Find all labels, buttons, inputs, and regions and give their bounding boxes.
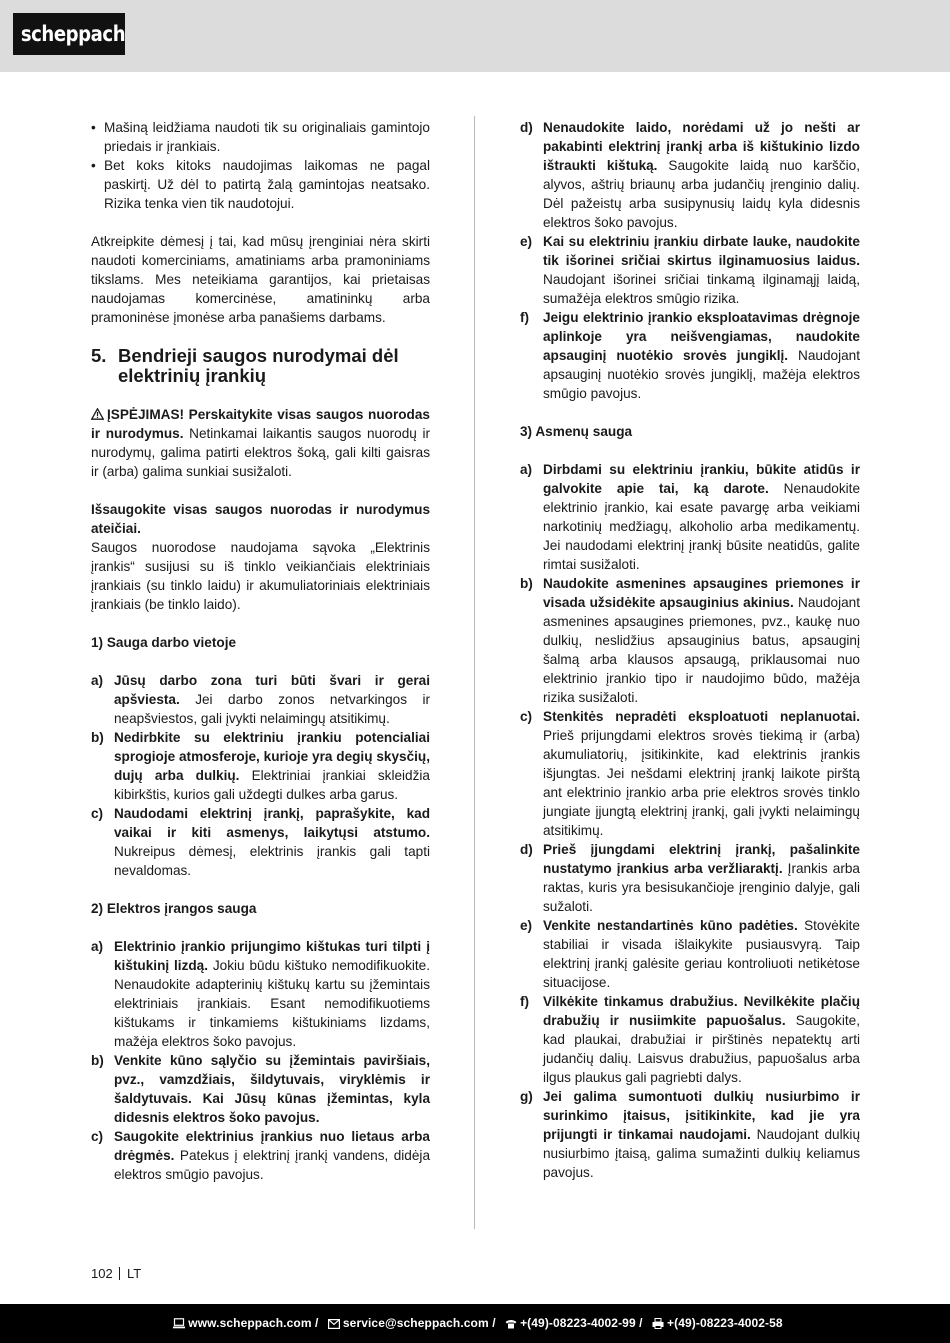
- subsection-heading: 1) Sauga darbo vietoje: [91, 635, 237, 650]
- left-column: [91, 118, 430, 1184]
- item-text: Elektriniai įrankiai skleidžia kibirkštis, kurios gali uždegti dulkes arba garus.: [114, 768, 430, 802]
- item-text: Įrankis arba raktas, kuris yra besisukančioje įrenginio dalyje, gali sužaloti.: [543, 861, 860, 914]
- item-text: Jokiu būdu kištuko nemodifikuokite. Nenaudokite adapterinių kištukų kartu su įžemintais elektriniais įrankiais. Esant nemodifikuotiems kištukams ir tinkamiems kištukiniams lizdams, mažėja elektros šoko pavojus.: [114, 958, 430, 1049]
- list-item: [520, 574, 860, 707]
- section-title: Bendrieji saugos nurodymai dėl elektrinių įrankių: [118, 345, 399, 386]
- column-divider: [474, 116, 475, 1229]
- list-item: [520, 707, 860, 840]
- list-item: [520, 232, 860, 308]
- item-letter: c): [91, 806, 104, 821]
- fax-icon: [652, 1318, 664, 1329]
- email-icon: [328, 1319, 340, 1329]
- keep-text: Saugos nuorodose naudojama sąvoka „Elektrinis įrankis“ susijusi su iš tinklo veikiančiais elektriniais įrankiais (su tinklo laidu) ir akumuliatoriniais elektriniais įrankiais (be tinklo laido).: [91, 540, 430, 612]
- section-heading: [91, 346, 430, 386]
- list-item: [520, 460, 860, 574]
- item-bold: Naudokite asmenines apsaugines priemones ir visada užsidėkite apsauginius akinius.: [543, 576, 860, 610]
- keep-bold: Išsaugokite visas saugos nuorodas ir nurodymus ateičiai.: [91, 502, 430, 536]
- item-bold: Jūsų darbo zona turi būti švari ir gerai apšviesta.: [114, 673, 430, 707]
- item-letter: d): [520, 842, 533, 857]
- phone-number: +(49)-08223-4002-99 /: [520, 1316, 643, 1330]
- item-bold: Naudodami elektrinį įrankį, paprašykite, kad vaikai ir kiti asmenys, laikytųsi atstumo.: [114, 806, 430, 840]
- language-code: LT: [126, 1266, 142, 1281]
- item-text: Stovėkite stabiliai ir visada išlaikykite pusiausvyrą. Taip elektrinį įrankį galėsite geriau kontroliuoti netikėtose situacijose.: [543, 918, 860, 990]
- item-text: Naudojant asmenines apsaugines priemones, pvz., kaukę nuo dulkių, neslidžius apsauginius batus, apsauginį šalmą arba klausos apsaugą, priklausomai nuo elektrinio įrankio tipo ir naudojimo būdo, mažėja rizika susižaloti.: [543, 595, 860, 705]
- item-letter: e): [520, 234, 533, 249]
- list-item: [520, 840, 860, 916]
- bullet-text: Bet koks kitoks naudojimas laikomas ne pagal paskirtį. Už dėl to patirtą žalą gamintojas neatsako. Rizika tenka vien tik naudotojui.: [104, 158, 430, 211]
- bullet-marker: •: [91, 158, 96, 173]
- intro-paragraph: Atkreipkite dėmesį į tai, kad mūsų įrenginiai nėra skirti naudoti komerciniams, amatiniams arba pramoniniams tikslams. Mes neteikiama garantijos, kai prietaisas naudojamas komercinėse, amatininkų arba pramoninėse įmonėse arba panašiems darbams.: [91, 234, 430, 325]
- list-item: [91, 804, 430, 880]
- computer-icon: [173, 1318, 185, 1329]
- item-letter: e): [520, 918, 533, 933]
- item-letter: b): [520, 576, 533, 591]
- item-text: Naudojant išorinei sričiai tinkamą ilginamąjį laidą, sumažėja elektros smūgio rizika.: [543, 272, 860, 306]
- logo-text: scheppach: [20, 22, 126, 46]
- separator: [119, 1267, 120, 1280]
- item-letter: a): [520, 462, 533, 477]
- section-number: 5.: [91, 345, 107, 366]
- right-column: [520, 118, 860, 1182]
- item-text: Saugokite, kad plaukai, drabužiai ir pirštinės nepatektų arti judančių dalių. Laisvus drabužius, papuošalus arba ilgus plaukus gali pagriebti dalys.: [543, 1013, 860, 1085]
- item-text: Nenaudokite elektrinio įrankio, kai esate pavargę arba veikiami narkotinių medžiagų, alkoholio arba medikamentų. Jei naudodami elektrinį įrankį būsite neatidūs, galite rimtai susižaloti.: [543, 481, 861, 572]
- item-bold: Saugokite elektrinius įrankius nuo lietaus arba drėgmės.: [114, 1129, 430, 1163]
- item-text: Prieš prijungdami elektros srovės tiekimą ir (arba) akumuliatorių, įsitikinkite, kad elektrinis įrankis išjungtas. Jei nešdami elektrinį įrankį laikote pirštą ant elektrinio įrankio arba prie elektros srovės tinklo jungiate įjungtą elektrinį įrankį, gali įvykti nelaimingų atsitikimų.: [543, 728, 860, 838]
- list-item: [520, 1087, 860, 1182]
- item-bold: Kai su elektriniu įrankiu dirbate lauke, naudokite tik išorinei sričiai skirtus ilginamuosius laidus.: [543, 234, 860, 268]
- item-letter: b): [91, 730, 104, 745]
- subsection-heading: 3) Asmenų sauga: [520, 424, 633, 439]
- footer-bar: [0, 1304, 950, 1343]
- scheppach-logo[interactable]: [13, 13, 125, 55]
- item-bold: Vilkėkite tinkamus drabužius. Nevilkėkite plačių drabužių ir nusiimkite papuošalus.: [543, 994, 860, 1028]
- item-bold: Dirbdami su elektriniu įrankiu, būkite atidūs ir galvokite apie tai, ką darote.: [543, 462, 860, 496]
- item-bold: Nedirbkite su elektriniu įrankiu potencialiai sprogioje atmosferoje, kurioje yra degių skysčių, dujų arba dulkių.: [114, 730, 430, 783]
- item-bold: Jeigu elektrinio įrankio eksploatavimas drėgnoje aplinkoje yra neišvengiamas, naudokite apsauginį nuotėkio srovės jungiklį.: [543, 310, 860, 363]
- item-letter: f): [520, 310, 530, 325]
- bullet-item: [91, 156, 430, 213]
- warning-paragraph: [91, 405, 430, 481]
- fax-number: +(49)-08223-4002-58: [667, 1316, 783, 1330]
- item-bold: Prieš įjungdami elektrinį įrankį, pašalinkite nustatymo įrankius arba veržliaraktį.: [543, 842, 860, 876]
- item-text: Patekus į elektrinį įrankį vandens, didėja elektros smūgio pavojus.: [114, 1148, 430, 1182]
- item-bold: Venkite kūno sąlyčio su įžemintais paviršiais, pvz., vamzdžiais, šildytuvais, viryklėmis ir šaldytuvais. Kai Jūsų kūnas įžemintas, kyla didesnis elektros šoko pavojus.: [114, 1053, 430, 1125]
- item-letter: c): [91, 1129, 104, 1144]
- list-item: [91, 937, 430, 1051]
- list-item: [91, 671, 430, 728]
- bullet-text: Mašiną leidžiama naudoti tik su originaliais gamintojo priedais ir įrankiais.: [104, 120, 430, 154]
- footer-contacts: [0, 1304, 950, 1343]
- list-item: [520, 308, 860, 403]
- item-text: Nukreipus dėmesį, elektrinis įrankis gali tapti nevaldomas.: [114, 844, 430, 878]
- item-bold: Elektrinio įrankio prijungimo kištukas turi tilpti į kištukinį lizdą.: [114, 939, 430, 973]
- item-bold: Jei galima sumontuoti dulkių nusiurbimo ir surinkimo įtaisus, įsitikinkite, kad jie yra prijungti ir tinkamai naudojami.: [543, 1089, 860, 1142]
- page-number-value: 102: [91, 1266, 113, 1281]
- email-link[interactable]: service@scheppach.com /: [342, 1316, 496, 1330]
- item-letter: c): [520, 709, 533, 724]
- list-item: [520, 118, 860, 232]
- item-bold: Stenkitės nepradėti eksploatuoti neplanuotai.: [543, 709, 860, 724]
- list-item: [91, 728, 430, 804]
- keep-paragraph: [91, 500, 430, 538]
- page-number: [91, 1266, 141, 1281]
- header-bar: [0, 0, 950, 72]
- item-letter: b): [91, 1053, 104, 1068]
- item-letter: g): [520, 1089, 533, 1104]
- phone-icon: [505, 1319, 517, 1329]
- item-text: Naudojant dulkių nusiurbimo įtaisą, galima sumažinti dulkių keliamus pavojus.: [543, 1127, 861, 1180]
- item-text: Jei darbo zonos netvarkingos ir neapšviestos, gali įvykti nelaimingų atsitikimų.: [114, 692, 430, 726]
- item-letter: a): [91, 939, 104, 954]
- website-link[interactable]: www.scheppach.com /: [188, 1316, 319, 1330]
- list-item: [91, 1051, 430, 1127]
- warning-triangle-icon: [91, 408, 104, 420]
- list-item: [91, 1127, 430, 1184]
- item-letter: d): [520, 120, 533, 135]
- list-item: [520, 916, 860, 992]
- warning-text: Netinkamai laikantis saugos nuorodų ir nurodymų, galima patirti elektros šoką, gali kilti gaisras ir (arba) galima sunkiai susižaloti.: [91, 426, 431, 479]
- bullet-marker: •: [91, 120, 96, 135]
- warning-bold: ĮSPĖJIMAS! Perskaitykite visas saugos nuorodas ir nurodymus.: [91, 407, 430, 441]
- item-bold: Nenaudokite laido, norėdami už jo nešti ar pakabinti elektrinį įrankį arba iš kištukinio lizdo ištraukti kištuką.: [543, 120, 860, 173]
- item-letter: f): [520, 994, 530, 1009]
- item-letter: a): [91, 673, 104, 688]
- item-text: Saugokite laidą nuo karščio, alyvos, aštrių briaunų arba judančių įrenginio dalių. Dėl pažeistų arba susipynusių laidų kyla didesnis elektros šoko pavojus.: [543, 158, 860, 230]
- list-item: [520, 992, 860, 1087]
- subsection-heading: 2) Elektros įrangos sauga: [91, 901, 257, 916]
- bullet-item: [91, 118, 430, 156]
- item-bold: Venkite nestandartinės kūno padėties.: [543, 918, 798, 933]
- item-text: Naudojant apsauginį nuotėkio srovės jungiklį, mažėja elektros smūgio pavojus.: [543, 348, 860, 401]
